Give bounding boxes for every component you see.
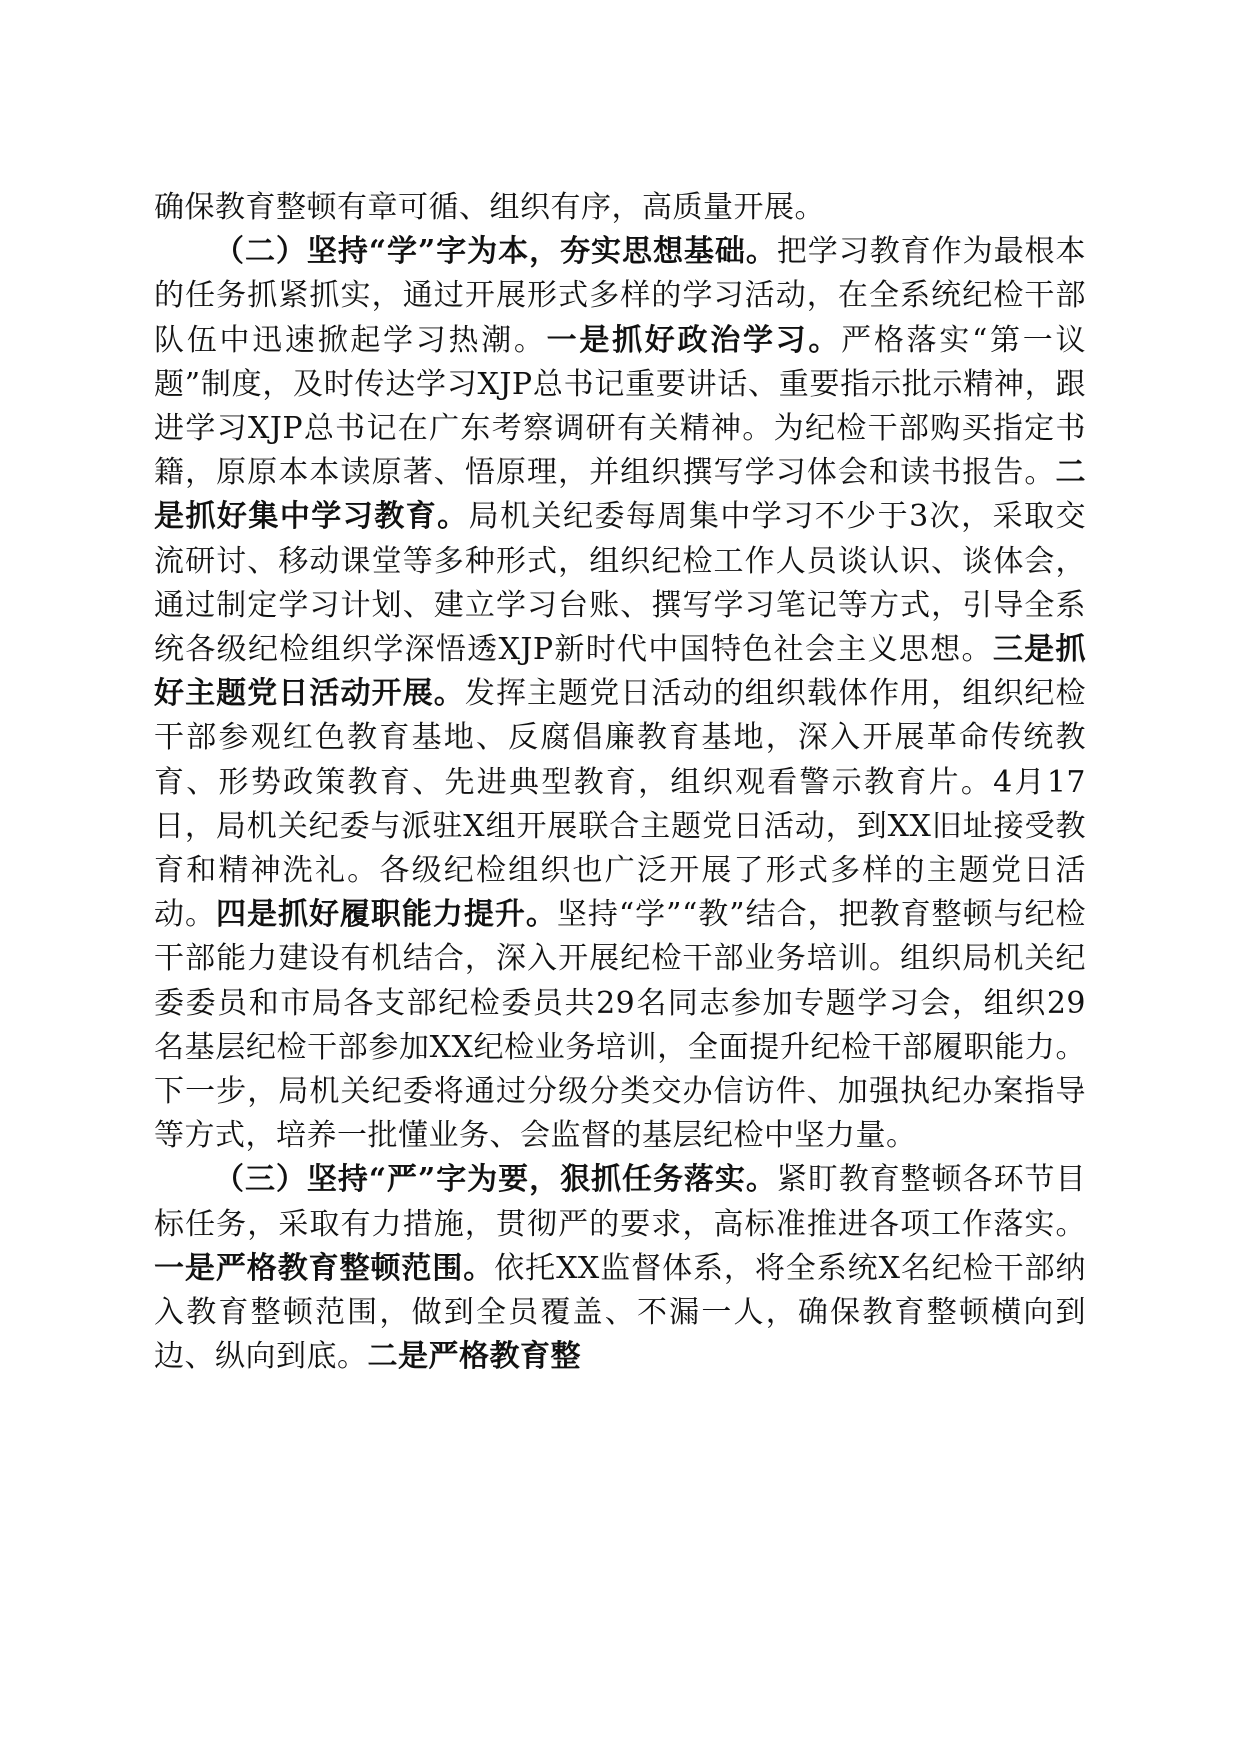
text-run: 发挥主题党日活动的组织载体作用，组织纪检干部参观红色教育基地、反腐倡廉教育基地，深入开展革命传统教育、形势政策教育、先进典型教育，组织观看警示教育片。4月17日，局机关纪委与派驻X组开展联合主题党日活动，到XX旧址接受教育和精神洗礼。各级纪检组织也广泛开展了形式多样的主题党日活动。 xyxy=(154,676,1087,933)
text-run: 紧盯教育整顿各环节目标任务，采取有力措施，贯彻严的要求，高标准推进各项工作落实。 xyxy=(154,1162,1087,1242)
text-run: 确保教育整顿有章可循、组织有序，高质量开展。 xyxy=(154,190,825,225)
text-run: 局机关纪委每周集中学习不少于3次，采取交流研讨、移动课堂等多种形式，组织纪检工作人员谈认识、谈体会，通过制定学习计划、建立学习台账、撰写学习笔记等方式，引导全系统各级纪检组织学深悟透XJP新时代中国特色社会主义思想。 xyxy=(154,499,1086,668)
point-heading: 二是严格教育整 xyxy=(367,1339,581,1375)
paragraph-3 xyxy=(154,1158,1086,1379)
point-heading: 一是抓好政治学习。 xyxy=(546,322,842,358)
text-run: 坚持“学”“教”结合，把教育整顿与纪检干部能力建设有机结合，深入开展纪检干部业务培训。组织局机关纪委委员和市局各支部纪检委员共29名同志参加专题学习会，组织29名基层纪检干部参加XX纪检业务培训，全面提升纪检干部履职能力。下一步，局机关纪委将通过分级分类交办信访件、加强执纪办案指导等方式，培养一批懂业务、会监督的基层纪检中坚力量。 xyxy=(154,897,1087,1154)
section-heading: （二）坚持“学”字为本，夯实思想基础。 xyxy=(214,234,777,270)
point-heading: 一是严格教育整顿范围。 xyxy=(154,1250,495,1286)
point-heading: 四是抓好履职能力提升。 xyxy=(215,897,557,933)
text-run: 把学习教育作为最根本的任务抓紧抓实，通过开展形式多样的学习活动，在全系统纪检干部队伍中迅速掀起学习热潮。 xyxy=(154,234,1087,358)
text-run: 严格落实“第一议题”制度，及时传达学习XJP总书记重要讲话、重要指示批示精神，跟进学习XJP总书记在广东考察调研有关精神。为纪检干部购买指定书籍，原原本本读原著、悟原理，并组织撰写学习体会和读书报告。 xyxy=(154,322,1087,491)
text-run: 依托XX监督体系，将全系统X名纪检干部纳入教育整顿范围，做到全员覆盖、不漏一人，确保教育整顿横向到边、纵向到底。 xyxy=(154,1250,1087,1375)
document-body xyxy=(154,186,1086,1379)
point-heading: 三是抓好主题党日活动开展。 xyxy=(154,632,1086,712)
paragraph-2 xyxy=(154,230,1086,1158)
section-heading: （三）坚持“严”字为要，狠抓任务落实。 xyxy=(214,1162,777,1198)
paragraph-1 xyxy=(154,186,1086,230)
point-heading: 二是抓好集中学习教育。 xyxy=(154,455,1086,535)
